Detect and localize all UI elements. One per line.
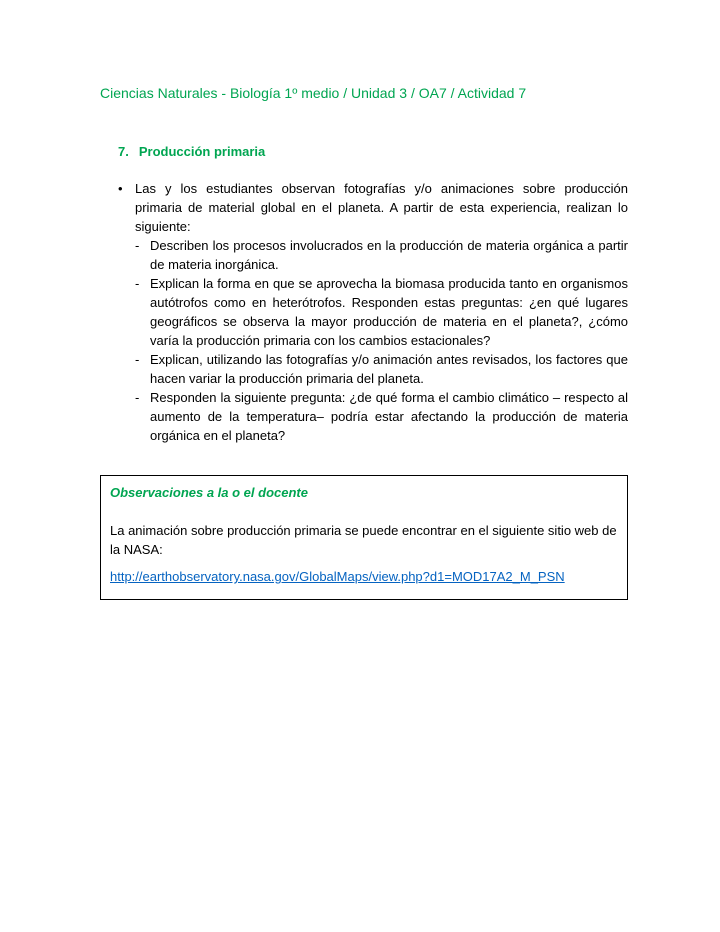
list-item (100, 179, 628, 445)
activity-subitems (135, 236, 628, 445)
list-item (135, 350, 628, 388)
bullet-marker: • (118, 181, 123, 197)
dash-marker: - (135, 352, 140, 368)
dash-marker: - (135, 238, 140, 254)
section-heading (100, 144, 628, 159)
activity-intro: Las y los estudiantes observan fotografías y/o animaciones sobre producción primaria de material global en el planeta. A partir de esta experiencia, realizan lo siguiente: (135, 181, 628, 235)
list-item (135, 236, 628, 274)
observations-title: Observaciones a la o el docente (110, 485, 308, 501)
breadcrumb: Ciencias Naturales - Biología 1º medio / Unidad 3 / OA7 / Actividad 7 (100, 85, 527, 101)
dash-marker: - (135, 390, 140, 406)
list-item (135, 274, 628, 350)
observations-body: La animación sobre producción primaria se puede encontrar en el siguiente sitio web de la NASA: (110, 523, 617, 558)
activity-item-text: Describen los procesos involucrados en la producción de materia orgánica a partir de materia inorgánica. (150, 238, 628, 273)
activity-item-text: Explican, utilizando las fotografías y/o animación antes revisados, los factores que hacen variar la producción primaria del planeta. (150, 352, 628, 387)
section-number: 7. (118, 144, 129, 160)
dash-marker: - (135, 276, 140, 292)
activity-item-text: Responden la siguiente pregunta: ¿de qué forma el cambio climático – respecto al aumento de la temperatura– podría estar afectando la producción de materia orgánica en el planeta? (150, 390, 628, 444)
nasa-link[interactable]: http://earthobservatory.nasa.gov/GlobalMaps/view.php?d1=MOD17A2_M_PSN (110, 569, 565, 585)
list-item (135, 388, 628, 445)
section-title: Producción primaria (138, 144, 266, 160)
activity-list (100, 179, 628, 445)
activity-body (135, 179, 628, 445)
observations-box (100, 475, 628, 600)
activity-item-text: Explican la forma en que se aprovecha la biomasa producida tanto en organismos autótrofos como en heterótrofos. Responden estas preguntas: ¿en qué lugares geográficos se observa la mayor producción de materia en el planeta?, ¿cómo varía la producción primaria con los cambios estacionales? (150, 276, 628, 349)
